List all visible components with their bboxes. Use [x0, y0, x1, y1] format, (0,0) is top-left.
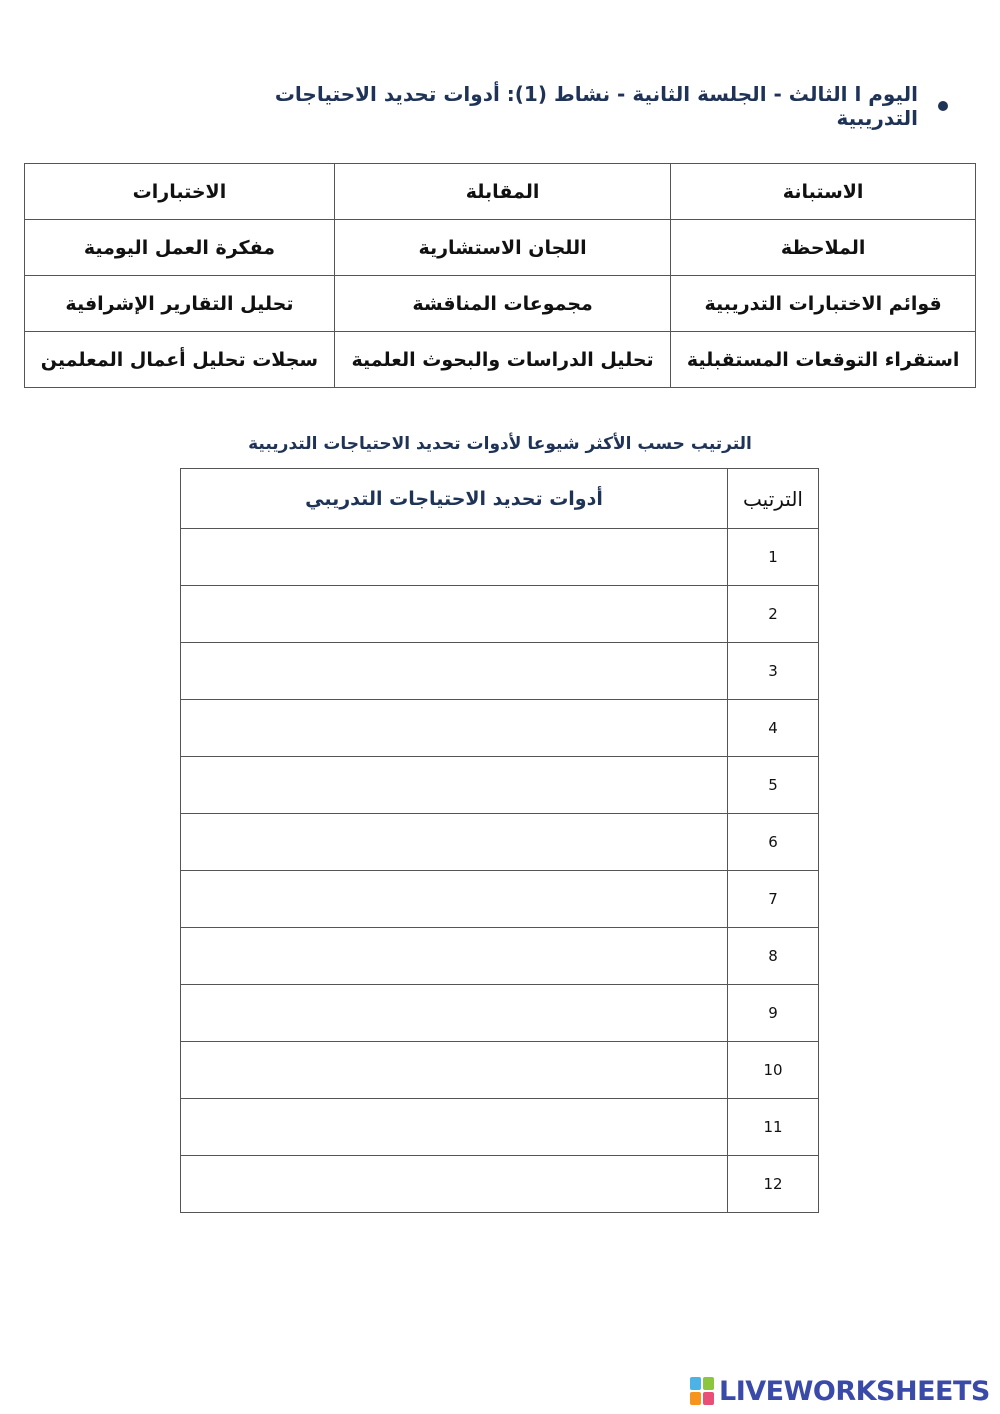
tool-cell: تحليل الدراسات والبحوث العلمية: [334, 332, 670, 388]
tool-answer-field[interactable]: [181, 871, 728, 928]
rank-number: 12: [728, 1156, 819, 1213]
ranking-row: [181, 985, 819, 1042]
tool-answer-field[interactable]: [181, 1099, 728, 1156]
ranking-row: [181, 1042, 819, 1099]
page-heading: [220, 82, 948, 130]
tool-answer-field[interactable]: [181, 643, 728, 700]
tools-row: [25, 332, 976, 388]
rank-number: 10: [728, 1042, 819, 1099]
tool-cell: مجموعات المناقشة: [334, 276, 670, 332]
tool-answer-field[interactable]: [181, 757, 728, 814]
tools-table: [24, 163, 976, 388]
tool-cell: الاختبارات: [25, 164, 335, 220]
ranking-row: [181, 757, 819, 814]
tool-cell: مفكرة العمل اليومية: [25, 220, 335, 276]
tool-cell: تحليل التقارير الإشرافية: [25, 276, 335, 332]
tool-answer-field[interactable]: [181, 529, 728, 586]
bullet-icon: [938, 101, 948, 111]
tools-row: [25, 276, 976, 332]
ranking-row: [181, 643, 819, 700]
rank-number: 1: [728, 529, 819, 586]
ranking-row: [181, 1156, 819, 1213]
tools-row: [25, 220, 976, 276]
rank-number: 2: [728, 586, 819, 643]
rank-number: 8: [728, 928, 819, 985]
tool-answer-field[interactable]: [181, 985, 728, 1042]
ranking-row: [181, 700, 819, 757]
tool-answer-field[interactable]: [181, 1156, 728, 1213]
rank-number: 3: [728, 643, 819, 700]
logo-tiles-icon: [690, 1377, 714, 1405]
logo-tile: [703, 1377, 714, 1390]
tools-row: [25, 164, 976, 220]
rank-number: 9: [728, 985, 819, 1042]
tool-cell: سجلات تحليل أعمال المعلمين: [25, 332, 335, 388]
logo-tile: [690, 1392, 701, 1405]
rank-number: 6: [728, 814, 819, 871]
ranking-row: [181, 529, 819, 586]
rank-column-header: الترتيب: [728, 469, 819, 529]
liveworksheets-logo: [690, 1372, 990, 1410]
tool-answer-field[interactable]: [181, 586, 728, 643]
rank-number: 4: [728, 700, 819, 757]
ranking-row: [181, 586, 819, 643]
logo-text: LIVEWORKSHEETS: [719, 1375, 990, 1407]
tool-answer-field[interactable]: [181, 700, 728, 757]
tool-column-header: أدوات تحديد الاحتياجات التدريبي: [181, 469, 728, 529]
ranking-row: [181, 871, 819, 928]
ranking-title: الترتيب حسب الأكثر شيوعا لأدوات تحديد الاحتياجات التدريبية: [248, 434, 752, 454]
tool-cell: استقراء التوقعات المستقبلية: [671, 332, 976, 388]
rank-number: 11: [728, 1099, 819, 1156]
tool-answer-field[interactable]: [181, 928, 728, 985]
tool-cell: اللجان الاستشارية: [334, 220, 670, 276]
tool-cell: الاستبانة: [671, 164, 976, 220]
tool-answer-field[interactable]: [181, 1042, 728, 1099]
ranking-row: [181, 814, 819, 871]
heading-text: اليوم ا الثالث - الجلسة الثانية - نشاط (1): أدوات تحديد الاحتياجات التدريبية: [274, 82, 918, 130]
tool-answer-field[interactable]: [181, 814, 728, 871]
ranking-header-row: [181, 469, 819, 529]
logo-tile: [703, 1392, 714, 1405]
logo-tile: [690, 1377, 701, 1390]
tool-cell: قوائم الاختبارات التدريبية: [671, 276, 976, 332]
ranking-row: [181, 928, 819, 985]
rank-number: 5: [728, 757, 819, 814]
rank-number: 7: [728, 871, 819, 928]
tool-cell: المقابلة: [334, 164, 670, 220]
ranking-table: [180, 468, 819, 1213]
ranking-row: [181, 1099, 819, 1156]
tool-cell: الملاحظة: [671, 220, 976, 276]
